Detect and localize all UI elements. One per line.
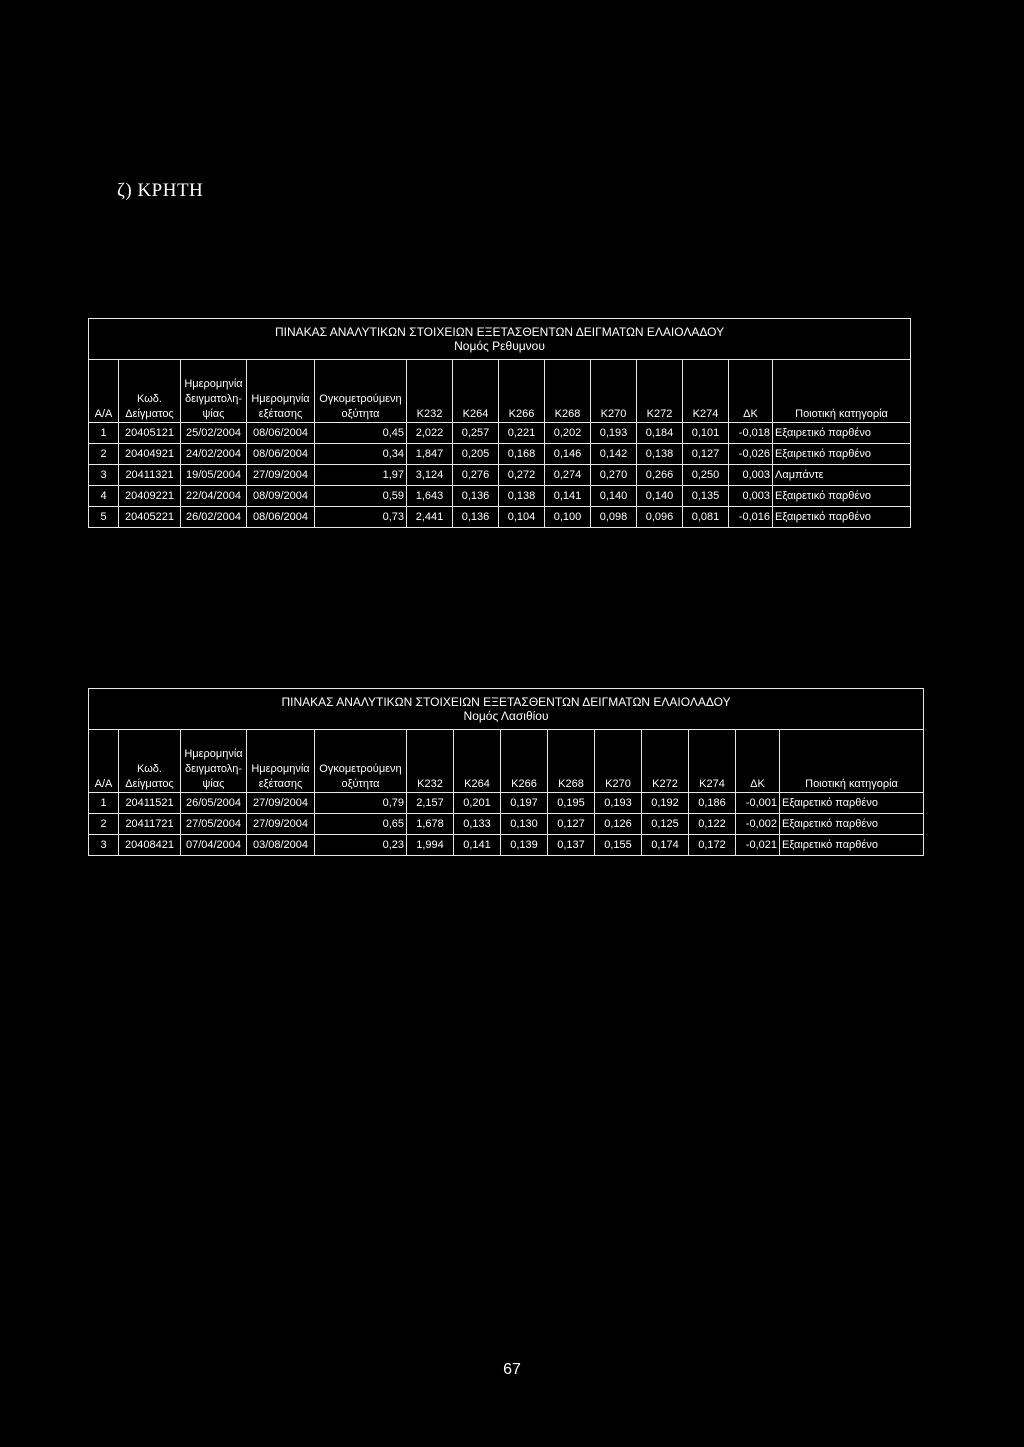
table-row (89, 465, 911, 486)
column-header: Κωδ. Δείγματος (119, 360, 181, 423)
table-cell: 20411521 (119, 793, 181, 814)
table-cell: 1 (89, 793, 119, 814)
table-cell: 0,201 (454, 793, 501, 814)
table-cell: 0,193 (591, 423, 637, 444)
section-heading: ζ) ΚΡΗΤΗ (117, 180, 204, 201)
table-cell: 0,65 (315, 814, 407, 835)
table-cell: Εξαιρετικό παρθένο (773, 423, 911, 444)
table-cell: 0,100 (545, 507, 591, 528)
table-row (89, 507, 911, 528)
table-rethymno (88, 318, 910, 528)
table-cell: 22/04/2004 (181, 486, 247, 507)
table-cell: 0,274 (545, 465, 591, 486)
table-cell: -0,001 (736, 793, 780, 814)
table-row (89, 793, 924, 814)
column-header: Κ270 (591, 360, 637, 423)
table-subtitle: Νομός Ρεθυμνου (89, 339, 911, 360)
table-cell: 0,221 (499, 423, 545, 444)
column-header: Κ264 (454, 730, 501, 793)
table-cell: 4 (89, 486, 119, 507)
column-header: Ημερομηνία εξέτασης (247, 730, 315, 793)
table-cell: 27/09/2004 (247, 465, 315, 486)
table-cell: 0,125 (642, 814, 689, 835)
table-cell: 0,186 (689, 793, 736, 814)
table-cell: 20411321 (119, 465, 181, 486)
table-cell: 0,142 (591, 444, 637, 465)
column-header: Κ268 (548, 730, 595, 793)
table-cell: 0,45 (315, 423, 407, 444)
table-cell: 2,441 (407, 507, 453, 528)
table-cell: 07/04/2004 (181, 835, 247, 856)
table-cell: Εξαιρετικό παρθένο (780, 793, 924, 814)
table-cell: 0,172 (689, 835, 736, 856)
table-cell: 0,140 (637, 486, 683, 507)
table-cell: -0,018 (729, 423, 773, 444)
table-lasithi (88, 688, 924, 856)
table-subtitle: Νομός Λασιθίου (89, 709, 924, 730)
table-cell: 26/02/2004 (181, 507, 247, 528)
table-row (89, 444, 911, 465)
table-cell: 0,272 (499, 465, 545, 486)
table-cell: 5 (89, 507, 119, 528)
table-cell: 08/06/2004 (247, 423, 315, 444)
table-cell: 1,847 (407, 444, 453, 465)
column-header: Κ268 (545, 360, 591, 423)
table-cell: 3 (89, 835, 119, 856)
table-title: ΠΙΝΑΚΑΣ ΑΝΑΛΥΤΙΚΩΝ ΣΤΟΙΧΕΙΩΝ ΕΞΕΤΑΣΘΕΝΤΩΝ ΔΕΙΓΜΑΤΩΝ ΕΛΑΙΟΛΑΔΟΥ (89, 689, 924, 710)
column-header: Κωδ. Δείγματος (119, 730, 181, 793)
table-cell: 0,184 (637, 423, 683, 444)
column-header: Κ272 (637, 360, 683, 423)
table-cell: 0,266 (637, 465, 683, 486)
column-header: Κ232 (407, 730, 454, 793)
table-cell: 3 (89, 465, 119, 486)
column-header: Ογκομετρούμενη οξύτητα (315, 360, 407, 423)
analysis-table (88, 688, 924, 856)
table-cell: 0,136 (453, 486, 499, 507)
table-cell: 0,270 (591, 465, 637, 486)
header-row (89, 730, 924, 793)
table-cell: 0,127 (548, 814, 595, 835)
column-header: Ογκομετρούμενη οξύτητα (315, 730, 407, 793)
table-cell: 20408421 (119, 835, 181, 856)
column-header: Α/Α (89, 730, 119, 793)
table-cell: 0,126 (595, 814, 642, 835)
table-row (89, 423, 911, 444)
table-cell: 0,096 (637, 507, 683, 528)
column-header: Κ272 (642, 730, 689, 793)
table-cell: 0,195 (548, 793, 595, 814)
table-cell: 0,130 (501, 814, 548, 835)
table-cell: 08/09/2004 (247, 486, 315, 507)
table-cell: 27/05/2004 (181, 814, 247, 835)
table-cell: 0,193 (595, 793, 642, 814)
table-row (89, 814, 924, 835)
table-cell: 0,205 (453, 444, 499, 465)
column-header: Ποιοτική κατηγορία (780, 730, 924, 793)
table-cell: 20409221 (119, 486, 181, 507)
table-cell: 3,124 (407, 465, 453, 486)
table-cell: 0,137 (548, 835, 595, 856)
table-cell: 0,59 (315, 486, 407, 507)
table-cell: 1,678 (407, 814, 454, 835)
table-cell: 2 (89, 814, 119, 835)
column-header: ΔΚ (729, 360, 773, 423)
table-cell: 24/02/2004 (181, 444, 247, 465)
table-cell: 0,104 (499, 507, 545, 528)
table-cell: 0,168 (499, 444, 545, 465)
table-cell: 03/08/2004 (247, 835, 315, 856)
table-cell: 0,192 (642, 793, 689, 814)
table-cell: 08/06/2004 (247, 507, 315, 528)
table-cell: 0,250 (683, 465, 729, 486)
table-cell: 0,202 (545, 423, 591, 444)
table-cell: 25/02/2004 (181, 423, 247, 444)
table-cell: 20411721 (119, 814, 181, 835)
page-number: 67 (503, 1361, 521, 1378)
table-cell: 0,139 (501, 835, 548, 856)
table-cell: 0,276 (453, 465, 499, 486)
table-cell: 0,174 (642, 835, 689, 856)
table-cell: 1,97 (315, 465, 407, 486)
table-cell: 0,101 (683, 423, 729, 444)
header-row (89, 360, 911, 423)
column-header: Α/Α (89, 360, 119, 423)
table-cell: 0,141 (545, 486, 591, 507)
table-cell: 1,643 (407, 486, 453, 507)
table-cell: Λαμπάντε (773, 465, 911, 486)
table-cell: Εξαιρετικό παρθένο (780, 814, 924, 835)
table-cell: Εξαιρετικό παρθένο (773, 444, 911, 465)
table-row (89, 486, 911, 507)
table-cell: 0,34 (315, 444, 407, 465)
table-cell: 0,197 (501, 793, 548, 814)
table-cell: 2,022 (407, 423, 453, 444)
table-cell: 0,122 (689, 814, 736, 835)
column-header: Κ232 (407, 360, 453, 423)
column-header: Ημερομηνία εξέτασης (247, 360, 315, 423)
table-cell: 1 (89, 423, 119, 444)
table-cell: 27/09/2004 (247, 814, 315, 835)
column-header: Ημερομηνία δειγματολη-ψίας (181, 360, 247, 423)
table-cell: 0,081 (683, 507, 729, 528)
table-cell: 0,146 (545, 444, 591, 465)
column-header: Κ270 (595, 730, 642, 793)
table-cell: -0,021 (736, 835, 780, 856)
table-cell: 0,141 (454, 835, 501, 856)
table-cell: 26/05/2004 (181, 793, 247, 814)
table-cell: 0,127 (683, 444, 729, 465)
table-cell: 0,79 (315, 793, 407, 814)
table-cell: 0,257 (453, 423, 499, 444)
table-cell: 2,157 (407, 793, 454, 814)
column-header: Κ266 (501, 730, 548, 793)
table-cell: Εξαιρετικό παρθένο (773, 507, 911, 528)
table-cell: -0,026 (729, 444, 773, 465)
table-cell: 20405221 (119, 507, 181, 528)
table-cell: 0,135 (683, 486, 729, 507)
table-cell: 0,136 (453, 507, 499, 528)
column-header: Κ274 (689, 730, 736, 793)
column-header: Κ266 (499, 360, 545, 423)
table-cell: -0,002 (736, 814, 780, 835)
table-cell: 2 (89, 444, 119, 465)
table-cell: 0,140 (591, 486, 637, 507)
table-cell: -0,016 (729, 507, 773, 528)
analysis-table (88, 318, 911, 528)
column-header: Κ264 (453, 360, 499, 423)
table-cell: 27/09/2004 (247, 793, 315, 814)
table-cell: 0,23 (315, 835, 407, 856)
table-cell: 08/06/2004 (247, 444, 315, 465)
table-cell: 0,73 (315, 507, 407, 528)
table-cell: 0,138 (499, 486, 545, 507)
table-row (89, 835, 924, 856)
table-cell: 1,994 (407, 835, 454, 856)
column-header: Ημερομηνία δειγματολη-ψίας (181, 730, 247, 793)
table-title: ΠΙΝΑΚΑΣ ΑΝΑΛΥΤΙΚΩΝ ΣΤΟΙΧΕΙΩΝ ΕΞΕΤΑΣΘΕΝΤΩΝ ΔΕΙΓΜΑΤΩΝ ΕΛΑΙΟΛΑΔΟΥ (89, 319, 911, 340)
table-cell: 20405121 (119, 423, 181, 444)
table-cell: 20404921 (119, 444, 181, 465)
column-header: Κ274 (683, 360, 729, 423)
table-cell: 0,133 (454, 814, 501, 835)
table-cell: 0,098 (591, 507, 637, 528)
column-header: Ποιοτική κατηγορία (773, 360, 911, 423)
column-header: ΔΚ (736, 730, 780, 793)
table-cell: 0,003 (729, 486, 773, 507)
table-cell: Εξαιρετικό παρθένο (773, 486, 911, 507)
table-cell: 0,138 (637, 444, 683, 465)
table-cell: 0,155 (595, 835, 642, 856)
table-cell: Εξαιρετικό παρθένο (780, 835, 924, 856)
table-cell: 19/05/2004 (181, 465, 247, 486)
table-cell: 0,003 (729, 465, 773, 486)
